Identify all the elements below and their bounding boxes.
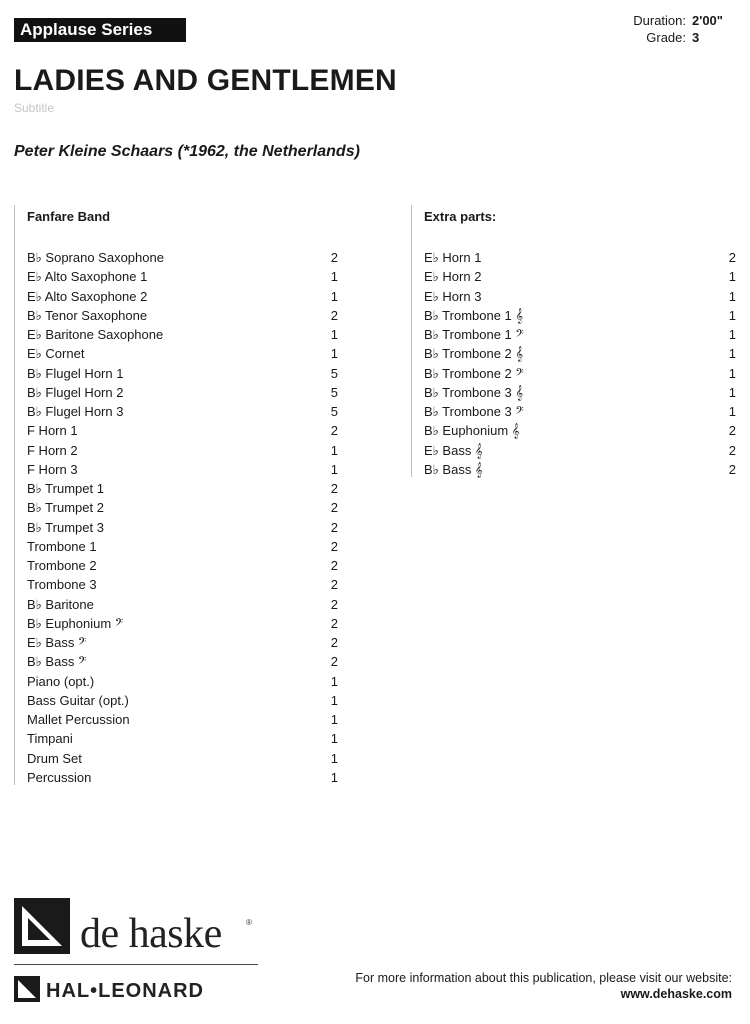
part-row — [15, 460, 338, 479]
part-count: 2 — [330, 250, 338, 265]
part-row — [412, 306, 736, 325]
part-count: 2 — [330, 519, 338, 535]
part-row — [412, 383, 736, 402]
part-name: B♭ Trumpet 2 — [27, 500, 104, 516]
part-count: 1 — [728, 327, 736, 342]
part-row — [15, 402, 338, 421]
part-name: E♭ Bass 𝄢 — [27, 635, 87, 650]
part-name: B♭ Soprano Saxophone — [27, 250, 164, 265]
part-name: B♭ Trombone 2 𝄞 — [424, 346, 524, 362]
part-count: 1 — [728, 269, 736, 285]
part-name: Trombone 3 — [27, 577, 97, 593]
fanfare-band-column — [14, 205, 338, 785]
part-count: 1 — [728, 384, 736, 400]
part-row — [15, 595, 338, 614]
series-badge: Applause Series — [14, 18, 186, 42]
part-row — [15, 498, 338, 517]
part-name: B♭ Bass 𝄢 — [27, 654, 87, 670]
part-count: 2 — [728, 442, 736, 458]
part-count: 1 — [728, 288, 736, 304]
grade-row — [633, 29, 700, 46]
part-row — [412, 421, 736, 440]
part-count: 1 — [728, 307, 736, 323]
subtitle: Subtitle — [14, 101, 55, 115]
footer-info — [355, 970, 732, 1002]
footer-info-text: For more information about this publication, please visit our website: — [355, 971, 732, 985]
part-count: 2 — [728, 423, 736, 439]
part-name: B♭ Tenor Saxophone — [27, 307, 148, 323]
page-title: LADIES AND GENTLEMEN — [14, 64, 397, 97]
part-count: 1 — [330, 692, 338, 708]
part-name: Percussion — [27, 769, 92, 785]
part-name: B♭ Trumpet 3 — [27, 519, 104, 535]
part-row — [15, 691, 338, 710]
part-row — [412, 441, 736, 460]
part-row — [15, 344, 338, 363]
part-count: 2 — [330, 481, 338, 496]
logo-divider — [14, 964, 258, 965]
part-row — [15, 287, 338, 306]
part-name: B♭ Bass 𝄞 — [424, 461, 483, 477]
part-row — [15, 267, 338, 286]
part-name: B♭ Euphonium 𝄞 — [424, 423, 520, 439]
part-name: E♭ Horn 2 — [424, 269, 482, 285]
part-name: E♭ Bass 𝄞 — [424, 442, 483, 458]
part-count: 1 — [330, 442, 338, 458]
part-count: 1 — [330, 731, 338, 747]
part-count: 2 — [330, 423, 338, 439]
part-row — [15, 556, 338, 575]
part-row — [412, 287, 736, 306]
part-count: 2 — [330, 615, 338, 631]
part-name: B♭ Trombone 3 𝄢 — [424, 404, 524, 419]
grade-value: 3 — [692, 30, 700, 45]
part-row — [15, 479, 338, 498]
part-count: 5 — [330, 365, 338, 381]
part-name: Piano (opt.) — [27, 673, 95, 689]
part-count: 2 — [330, 635, 338, 650]
part-name: F Horn 2 — [27, 442, 78, 458]
part-name: B♭ Trumpet 1 — [27, 481, 104, 496]
part-name: Timpani — [27, 731, 73, 747]
part-row — [15, 421, 338, 440]
registered-mark: ® — [246, 918, 252, 927]
part-name: B♭ Trombone 2 𝄢 — [424, 365, 524, 381]
piece-meta — [633, 12, 723, 46]
extra-parts-heading: Extra parts: — [424, 209, 497, 224]
part-count: 5 — [330, 404, 338, 419]
part-name: Drum Set — [27, 750, 82, 766]
part-name: Bass Guitar (opt.) — [27, 692, 129, 708]
duration-row — [633, 12, 723, 29]
part-count: 2 — [728, 461, 736, 477]
part-row — [15, 614, 338, 633]
part-count: 1 — [330, 712, 338, 727]
part-row — [15, 325, 338, 344]
part-name: F Horn 3 — [27, 461, 78, 477]
part-row — [15, 364, 338, 383]
part-count: 2 — [330, 577, 338, 593]
part-name: B♭ Euphonium 𝄢 — [27, 615, 124, 631]
part-name: Trombone 1 — [27, 538, 97, 554]
part-row — [412, 460, 736, 479]
part-row — [15, 383, 338, 402]
part-row — [15, 633, 338, 652]
hal-leonard-mark-icon — [14, 976, 40, 1002]
part-row — [15, 518, 338, 537]
de-haske-mark-icon — [14, 898, 70, 954]
part-name: B♭ Baritone — [27, 596, 94, 612]
part-row — [15, 729, 338, 748]
part-row — [15, 768, 338, 787]
part-count: 5 — [330, 384, 338, 400]
part-count: 2 — [330, 596, 338, 612]
part-name: E♭ Horn 3 — [424, 288, 482, 304]
part-name: E♭ Cornet — [27, 346, 85, 362]
part-name: E♭ Horn 1 — [424, 250, 482, 265]
extra-parts-column — [411, 205, 736, 477]
part-count: 2 — [330, 500, 338, 516]
part-count: 2 — [330, 538, 338, 554]
part-count: 1 — [330, 750, 338, 766]
part-count: 1 — [728, 346, 736, 362]
part-name: B♭ Flugel Horn 2 — [27, 384, 124, 400]
part-row — [412, 402, 736, 421]
part-row — [15, 248, 338, 267]
part-count: 1 — [330, 461, 338, 477]
part-name: Mallet Percussion — [27, 712, 130, 727]
part-row — [412, 325, 736, 344]
part-name: F Horn 1 — [27, 423, 78, 439]
part-name: E♭ Alto Saxophone 1 — [27, 269, 148, 285]
part-row — [412, 344, 736, 363]
part-row — [412, 248, 736, 267]
part-name: B♭ Trombone 1 𝄢 — [424, 327, 524, 342]
part-count: 1 — [330, 327, 338, 342]
part-count: 1 — [330, 769, 338, 785]
extra-parts-list — [412, 248, 736, 479]
website-link[interactable]: www.dehaske.com — [620, 987, 732, 1001]
part-name: B♭ Trombone 1 𝄞 — [424, 307, 524, 323]
publisher-logo — [14, 898, 258, 1004]
part-name: B♭ Trombone 3 𝄞 — [424, 384, 524, 400]
part-count: 1 — [330, 288, 338, 304]
part-count: 2 — [330, 558, 338, 573]
duration-value: 2'00" — [692, 13, 723, 28]
fanfare-parts-list — [15, 248, 338, 787]
part-row — [15, 306, 338, 325]
composer: Peter Kleine Schaars (*1962, the Netherlands) — [14, 143, 360, 160]
part-row — [15, 749, 338, 768]
part-name: E♭ Baritone Saxophone — [27, 327, 164, 342]
part-row — [15, 537, 338, 556]
publisher-name: de haske — [80, 911, 222, 957]
part-row — [412, 267, 736, 286]
grade-label: Grade: — [646, 30, 686, 45]
part-count: 1 — [330, 269, 338, 285]
part-count: 2 — [330, 654, 338, 670]
part-count: 1 — [728, 404, 736, 419]
part-row — [15, 441, 338, 460]
part-count: 1 — [330, 673, 338, 689]
part-row — [15, 710, 338, 729]
part-name: E♭ Alto Saxophone 2 — [27, 288, 148, 304]
distributor-name: HAL•LEONARD — [46, 980, 204, 1002]
part-count: 2 — [728, 250, 736, 265]
part-name: B♭ Flugel Horn 1 — [27, 365, 124, 381]
part-count: 1 — [330, 346, 338, 362]
part-row — [15, 652, 338, 671]
part-row — [15, 672, 338, 691]
duration-label: Duration: — [633, 13, 686, 28]
part-count: 1 — [728, 365, 736, 381]
part-name: Trombone 2 — [27, 558, 97, 573]
part-name: B♭ Flugel Horn 3 — [27, 404, 124, 419]
fanfare-band-heading: Fanfare Band — [27, 209, 111, 224]
part-count: 2 — [330, 307, 338, 323]
part-row — [15, 575, 338, 594]
part-row — [412, 364, 736, 383]
